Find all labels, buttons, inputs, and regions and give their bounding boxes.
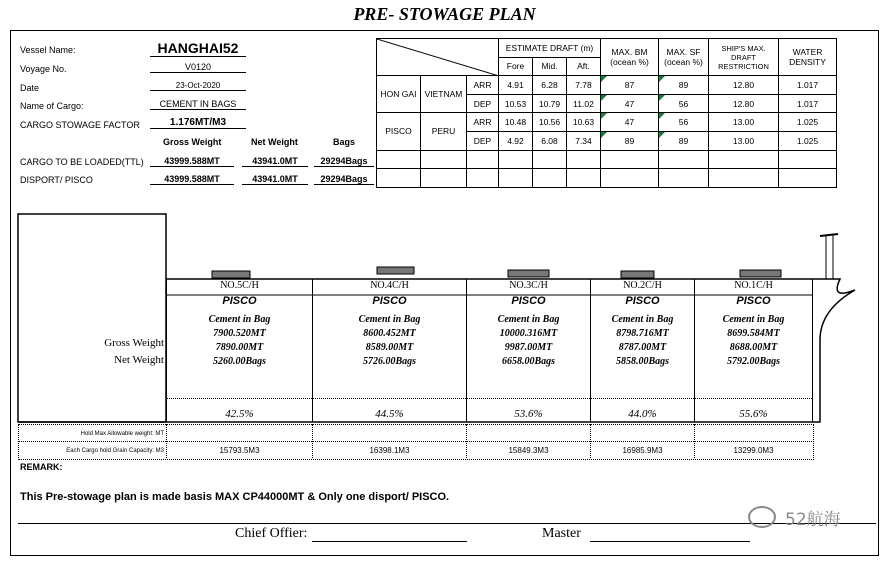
empty-cell xyxy=(499,169,533,188)
hold-bags: 5260.00Bags xyxy=(212,356,267,367)
empty-cell xyxy=(421,169,467,188)
hold-pct: 42.5% xyxy=(225,408,254,420)
draft-table xyxy=(376,38,837,188)
hold-5 xyxy=(167,280,312,420)
voyage-value: V0120 xyxy=(150,62,246,73)
disport-bags: 29294Bags xyxy=(314,174,374,185)
chief-officer-label: Chief Offier: xyxy=(235,526,308,541)
hold-cargo: Cement in Bag xyxy=(497,314,560,325)
hold-net: 7890.00MT xyxy=(215,342,264,353)
voyage-label: Voyage No. xyxy=(20,64,67,74)
port-to-2: PERU xyxy=(421,113,467,150)
port-from-2: PISCO xyxy=(377,113,421,150)
hold-pct: 44.5% xyxy=(375,408,404,420)
empty-cell xyxy=(567,150,601,169)
hold-net: 9987.00MT xyxy=(504,342,553,353)
restriction-cell: 13.00 xyxy=(709,131,779,150)
disport-label: DISPORT/ PISCO xyxy=(20,175,93,185)
fore-cell: 4.92 xyxy=(499,131,533,150)
date-value: 23-Oct-2020 xyxy=(150,81,246,91)
hold-2 xyxy=(591,280,694,420)
pct-divider xyxy=(166,398,812,399)
mid-cell: 6.28 xyxy=(533,76,567,95)
capacity-label: Each Cargo hold Grain Capacity: M3 xyxy=(66,448,164,454)
signature-divider xyxy=(18,523,876,524)
master-label: Master xyxy=(542,526,581,541)
restriction-header: SHIP'S MAX. DRAFT RESTRICTION xyxy=(709,39,779,76)
vessel-info xyxy=(20,40,370,190)
hold-gross: 10000.316MT xyxy=(499,328,558,339)
aft-header: Aft. xyxy=(567,57,601,76)
empty-cell xyxy=(377,169,421,188)
hatch-cover-3 xyxy=(508,270,549,277)
estimate-draft-header: ESTIMATE DRAFT (m) xyxy=(499,39,601,58)
density-cell: 1.017 xyxy=(779,94,837,113)
hold-pct: 53.6% xyxy=(514,408,543,420)
capacity-grid-line xyxy=(18,441,812,442)
aft-cell: 11.02 xyxy=(567,94,601,113)
empty-cell xyxy=(533,150,567,169)
empty-cell xyxy=(601,150,659,169)
remark-label: REMARK: xyxy=(20,462,63,472)
empty-cell xyxy=(659,150,709,169)
loaded-label: CARGO TO BE LOADED(TTL) xyxy=(20,157,144,167)
port-to-1: VIETNAM xyxy=(421,76,467,113)
mid-header: Mid. xyxy=(533,57,567,76)
density-cell: 1.025 xyxy=(779,131,837,150)
hold-port: PISCO xyxy=(736,295,771,307)
port-from-1: HON GAI xyxy=(377,76,421,113)
sf-cell: 56 xyxy=(659,113,709,132)
chief-officer-signature-line xyxy=(312,541,467,542)
hold-name: NO.5C/H xyxy=(220,280,259,291)
mid-cell: 10.56 xyxy=(533,113,567,132)
density-cell: 1.017 xyxy=(779,76,837,95)
empty-cell xyxy=(779,169,837,188)
date-label: Date xyxy=(20,83,40,93)
empty-cell xyxy=(709,169,779,188)
fore-header: Fore xyxy=(499,57,533,76)
remark-text: This Pre-stowage plan is made basis MAX CP44000MT & Only one disport/ PISCO. xyxy=(20,491,450,503)
hold-4 xyxy=(313,280,466,420)
hold-cargo: Cement in Bag xyxy=(722,314,785,325)
max-sf-header: MAX. SF (ocean %) xyxy=(659,39,709,76)
empty-cell xyxy=(377,150,421,169)
fore-cell: 10.48 xyxy=(499,113,533,132)
density-header: WATER DENSITY xyxy=(779,39,837,76)
hold-cargo: Cement in Bag xyxy=(611,314,674,325)
restriction-cell: 12.80 xyxy=(709,76,779,95)
hold-port: PISCO xyxy=(625,295,660,307)
hold-capacity: 16398.1M3 xyxy=(369,446,410,455)
hold-bags: 5792.00Bags xyxy=(726,356,781,367)
wechat-icon xyxy=(748,506,776,528)
hold-gross: 7900.520MT xyxy=(213,328,266,339)
hold-pct: 55.6% xyxy=(739,408,768,420)
hold-net: 8688.00MT xyxy=(729,342,778,353)
hold-cargo: Cement in Bag xyxy=(208,314,271,325)
hold-bags: 5858.00Bags xyxy=(615,356,670,367)
hatch-cover-2 xyxy=(621,271,654,278)
hold-gross: 8798.716MT xyxy=(616,328,669,339)
hold-name: NO.4C/H xyxy=(370,280,409,291)
hold-bags: 6658.00Bags xyxy=(501,356,556,367)
arr-dep-cell: ARR xyxy=(467,113,499,132)
restriction-cell: 12.80 xyxy=(709,94,779,113)
accommodation-block xyxy=(18,214,166,422)
arr-dep-cell: ARR xyxy=(467,76,499,95)
bags-header: Bags xyxy=(333,137,356,147)
hold-bags: 5726.00Bags xyxy=(362,356,417,367)
diagonal-line xyxy=(377,39,499,76)
watermark-text: 52航海 xyxy=(785,510,841,530)
hold-net: 8589.00MT xyxy=(365,342,414,353)
hatch-cover-1 xyxy=(740,270,781,277)
hold-port: PISCO xyxy=(372,295,407,307)
hold-capacity: 15849.3M3 xyxy=(508,446,549,455)
hold-max-label: Hold Max Allowable weight: MT xyxy=(80,431,164,437)
hold-capacity: 13299.0M3 xyxy=(733,446,774,455)
hold-capacity: 16985.9M3 xyxy=(622,446,663,455)
bm-cell: 47 xyxy=(601,113,659,132)
hatch-cover-5 xyxy=(212,271,250,278)
mid-cell: 6.08 xyxy=(533,131,567,150)
disport-gross: 43999.588MT xyxy=(150,174,234,185)
hold-gross: 8699.584MT xyxy=(727,328,780,339)
gross-weight-row-label: Gross Weight xyxy=(104,337,164,349)
vessel-name: HANGHAI52 xyxy=(150,40,246,57)
fore-cell: 4.91 xyxy=(499,76,533,95)
empty-cell xyxy=(601,169,659,188)
empty-cell xyxy=(467,169,499,188)
restriction-cell: 13.00 xyxy=(709,113,779,132)
hold-gross: 8600.452MT xyxy=(363,328,416,339)
hold-name: NO.2C/H xyxy=(623,280,662,291)
max-bm-header: MAX. BM (ocean %) xyxy=(601,39,659,76)
vessel-name-label: Vessel Name: xyxy=(20,45,76,55)
aft-cell: 7.34 xyxy=(567,131,601,150)
empty-cell xyxy=(467,150,499,169)
loaded-gross: 43999.588MT xyxy=(150,156,234,167)
hold-1 xyxy=(695,280,812,420)
bm-cell: 87 xyxy=(601,76,659,95)
hold-port: PISCO xyxy=(222,295,257,307)
fore-cell: 10.53 xyxy=(499,94,533,113)
bm-cell: 47 xyxy=(601,94,659,113)
empty-cell xyxy=(421,150,467,169)
hold-3 xyxy=(467,280,590,420)
loaded-bags: 29294Bags xyxy=(314,156,374,167)
hold-name: NO.3C/H xyxy=(509,280,548,291)
sf-cell: 89 xyxy=(659,76,709,95)
disport-net: 43941.0MT xyxy=(242,174,308,185)
hold-cargo: Cement in Bag xyxy=(358,314,421,325)
net-weight-row-label: Net Weight xyxy=(114,354,164,366)
arr-dep-cell: DEP xyxy=(467,131,499,150)
hatch-cover-4 xyxy=(377,267,414,274)
page-title: PRE- STOWAGE PLAN xyxy=(353,4,536,24)
diagonal-header-cell xyxy=(377,39,499,76)
empty-cell xyxy=(659,169,709,188)
cargo-value: CEMENT IN BAGS xyxy=(150,99,246,110)
stowage-factor-label: CARGO STOWAGE FACTOR xyxy=(20,120,140,130)
sf-cell: 89 xyxy=(659,131,709,150)
sf-cell: 56 xyxy=(659,94,709,113)
empty-cell xyxy=(567,169,601,188)
aft-cell: 10.63 xyxy=(567,113,601,132)
hold-capacity: 15793.5M3 xyxy=(219,446,260,455)
net-weight-header: Net Weight xyxy=(251,137,298,147)
empty-cell xyxy=(779,150,837,169)
hold-net: 8787.00MT xyxy=(618,342,667,353)
hold-name: NO.1C/H xyxy=(734,280,773,291)
bm-cell: 89 xyxy=(601,131,659,150)
mid-cell: 10.79 xyxy=(533,94,567,113)
stowage-factor-value: 1.176MT/M3 xyxy=(150,117,246,129)
empty-cell xyxy=(499,150,533,169)
gross-weight-header: Gross Weight xyxy=(163,137,222,147)
hold-port: PISCO xyxy=(511,295,546,307)
master-signature-line xyxy=(590,541,750,542)
hold-divider xyxy=(812,279,813,422)
foremast-top xyxy=(820,234,838,236)
empty-cell xyxy=(533,169,567,188)
hold-pct: 44.0% xyxy=(628,408,657,420)
loaded-net: 43941.0MT xyxy=(242,156,308,167)
cargo-label: Name of Cargo: xyxy=(20,101,84,111)
aft-cell: 7.78 xyxy=(567,76,601,95)
density-cell: 1.025 xyxy=(779,113,837,132)
empty-cell xyxy=(709,150,779,169)
arr-dep-cell: DEP xyxy=(467,94,499,113)
